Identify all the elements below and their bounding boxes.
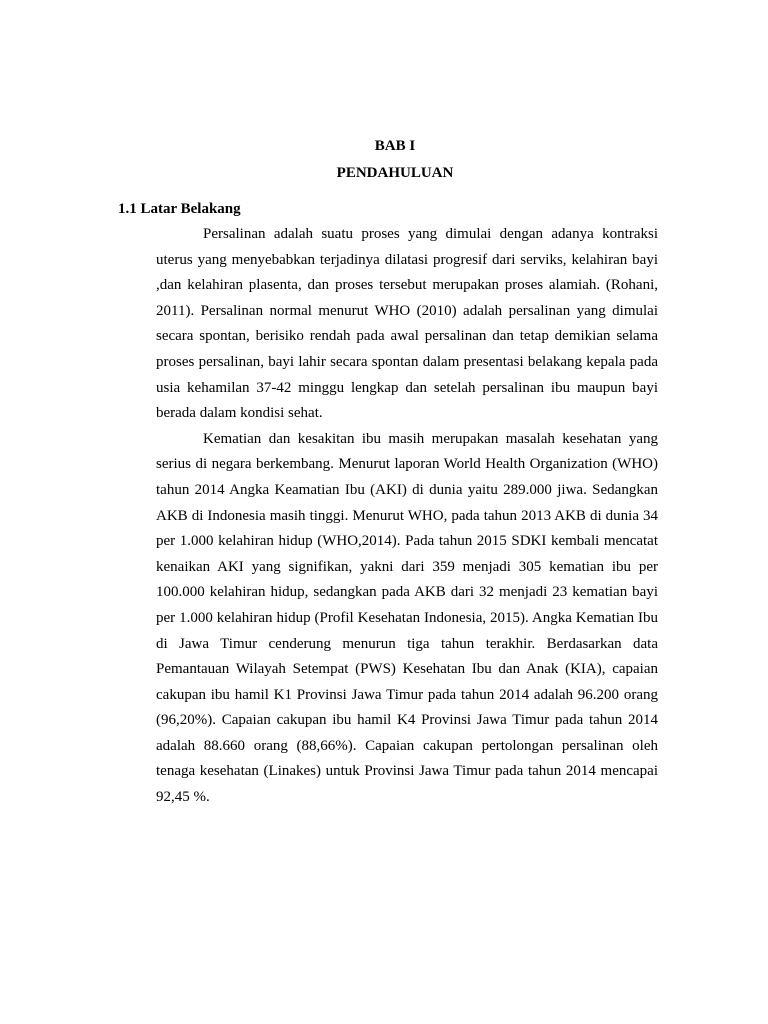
chapter-number: BAB I — [374, 138, 416, 154]
paragraph-kematian: Kematian dan kesakitan ibu masih merupakan masalah kesehatan yang serius di negara berkembang. Menurut laporan World Health Organization (WHO) tahun 2014 Angka Keamatian Ibu (AKI) di dunia yaitu 289.000 jiwa. Sedangkan AKB di Indonesia masih tinggi. Menurut WHO, pada tahun 2013 AKB di dunia 34 per 1.000 kelahiran hidup (WHO,2014). Pada tahun 2015 SDKI kembali mencatat kenaikan AKI yang signifikan, yakni dari 359 menjadi 305 kematian ibu per 100.000 kelahiran hidup, sedangkan pada AKB dari 32 menjadi 23 kematian bayi per 1.000 kelahiran hidup (Profil Kesehatan Indonesia, 2015). Angka Kematian Ibu di Jawa Timur cenderung menurun tiga tahun terakhir. Berdasarkan data Pemantauan Wilayah Setempat (PWS) Kesehatan Ibu dan Anak (KIA), capaian cakupan ibu hamil K1 Provinsi Jawa Timur pada tahun 2014 adalah 96.200 orang (96,20%). Capaian cakupan ibu hamil K4 Provinsi Jawa Timur pada tahun 2014 adalah 88.660 orang (88,66%). Capaian cakupan pertolongan persalinan oleh tenaga kesehatan (Linakes) untuk Provinsi Jawa Timur pada tahun 2014 mencapai 92,45 %. — [156, 430, 658, 806]
body-text — [156, 222, 658, 811]
paragraph-persalinan: Persalinan adalah suatu proses yang dimulai dengan adanya kontraksi uterus yang menyebabkan terjadinya dilatasi progresif dari serviks, kelahiran bayi ,dan kelahiran plasenta, dan proses tersebut merupakan proses alamiah. (Rohani, 2011). Persalinan normal menurut WHO (2010) adalah persalinan yang dimulai secara spontan, berisiko rendah pada awal persalinan dan tetap demikian selama proses persalinan, bayi lahir secara spontan dalam presentasi belakang kepala pada usia kehamilan 37-42 minggu lengkap dan setelah persalinan ibu maupun bayi berada dalam kondisi sehat. — [156, 226, 658, 422]
chapter-title: PENDAHULUAN — [336, 165, 454, 181]
section-heading: 1.1 Latar Belakang — [118, 201, 241, 217]
